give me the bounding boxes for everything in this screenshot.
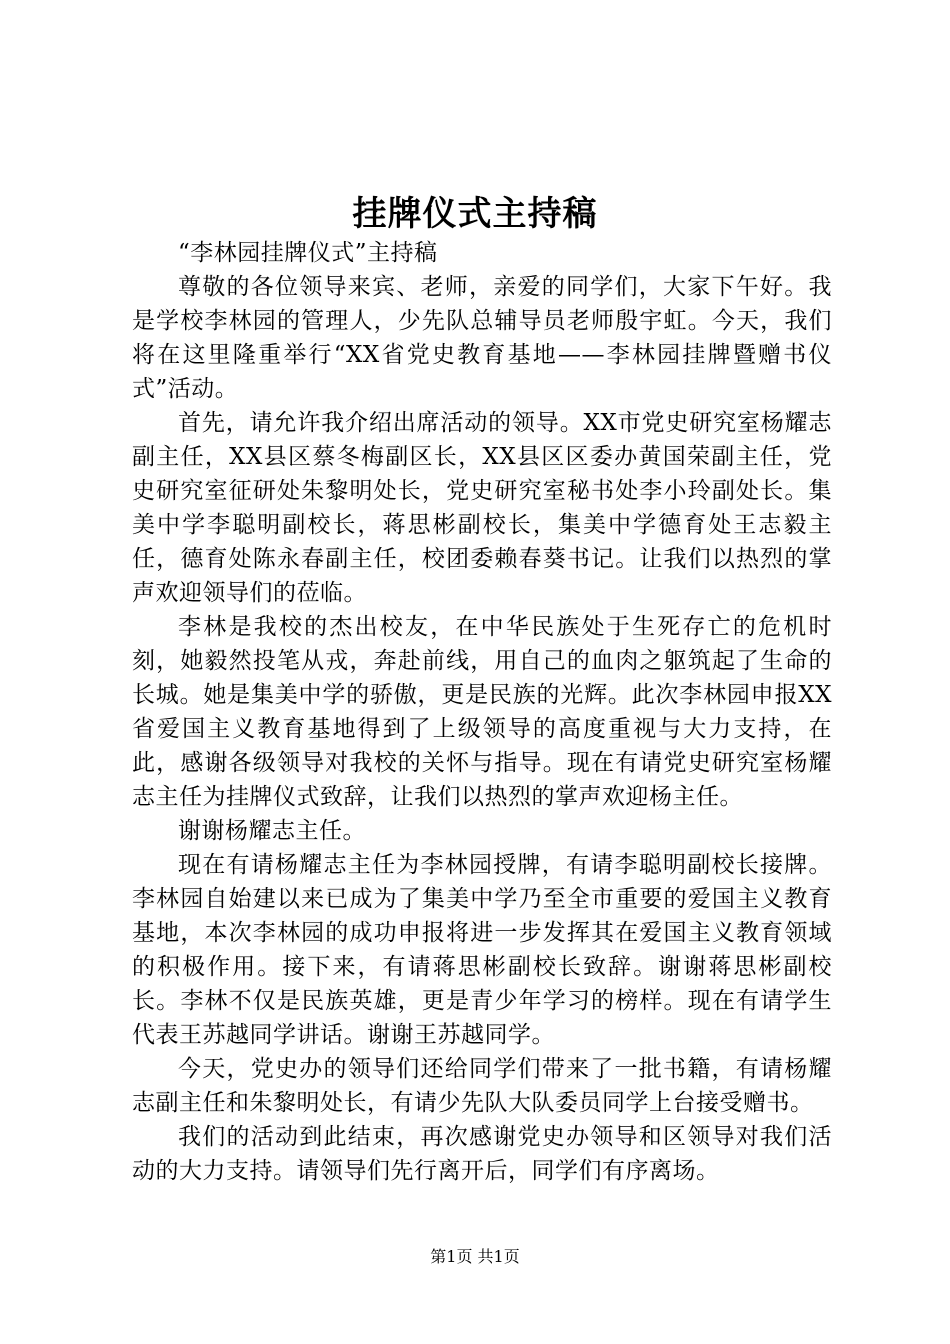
document-body	[132, 236, 832, 1188]
document-title: 挂牌仪式主持稿	[352, 194, 598, 234]
page-number-footer: 第1页 共1页	[430, 1247, 520, 1266]
paragraph-greeting: 尊敬的各位领导来宾、老师，亲爱的同学们，大家下午好。我是学校李林园的管理人，少先队总辅导员老师殷宇虹。今天，我们将在这里隆重举行“XX省党史教育基地——李林园挂牌暨赠书仪式”活动。	[132, 274, 832, 402]
paragraph-plaque: 现在有请杨耀志主任为李林园授牌，有请李聪明副校长接牌。李林园自始建以来已成为了集美中学乃至全市重要的爱国主义教育基地，本次李林园的成功申报将进一步发挥其在爱国主义教育领域的积极作用。接下来，有请蒋思彬副校长致辞。谢谢蒋思彬副校长。李林不仅是民族英雄，更是青少年学习的榜样。现在有请学生代表王苏越同学讲话。谢谢王苏越同学。	[132, 852, 832, 1048]
paragraph-introductions: 首先，请允许我介绍出席活动的领导。XX市党史研究室杨耀志副主任，XX县区蔡冬梅副区长，XX县区区委办黄国荣副主任，党史研究室征研处朱黎明处长，党史研究室秘书处李小玲副处长。集美中学李聪明副校长，蒋思彬副校长，集美中学德育处王志毅主任，德育处陈永春副主任，校团委赖春葵书记。让我们以热烈的掌声欢迎领导们的莅临。	[132, 410, 832, 606]
paragraph-books: 今天，党史办的领导们还给同学们带来了一批书籍，有请杨耀志副主任和朱黎明处长，有请少先队大队委员同学上台接受赠书。	[132, 1056, 832, 1116]
paragraph-closing: 我们的活动到此结束，再次感谢党史办领导和区领导对我们活动的大力支持。请领导们先行离开后，同学们有序离场。	[132, 1124, 832, 1184]
paragraph-heading-line: “李林园挂牌仪式”主持稿	[178, 240, 438, 266]
paragraph-li-lin: 李林是我校的杰出校友，在中华民族处于生死存亡的危机时刻，她毅然投笔从戎，奔赴前线，用自己的血肉之躯筑起了生命的长城。她是集美中学的骄傲，更是民族的光辉。此次李林园申报XX省爱国主义教育基地得到了上级领导的高度重视与大力支持，在此，感谢各级领导对我校的关怀与指导。现在有请党史研究室杨耀志主任为挂牌仪式致辞，让我们以热烈的掌声欢迎杨主任。	[132, 614, 832, 810]
paragraph-thanks: 谢谢杨耀志主任。	[178, 818, 366, 844]
